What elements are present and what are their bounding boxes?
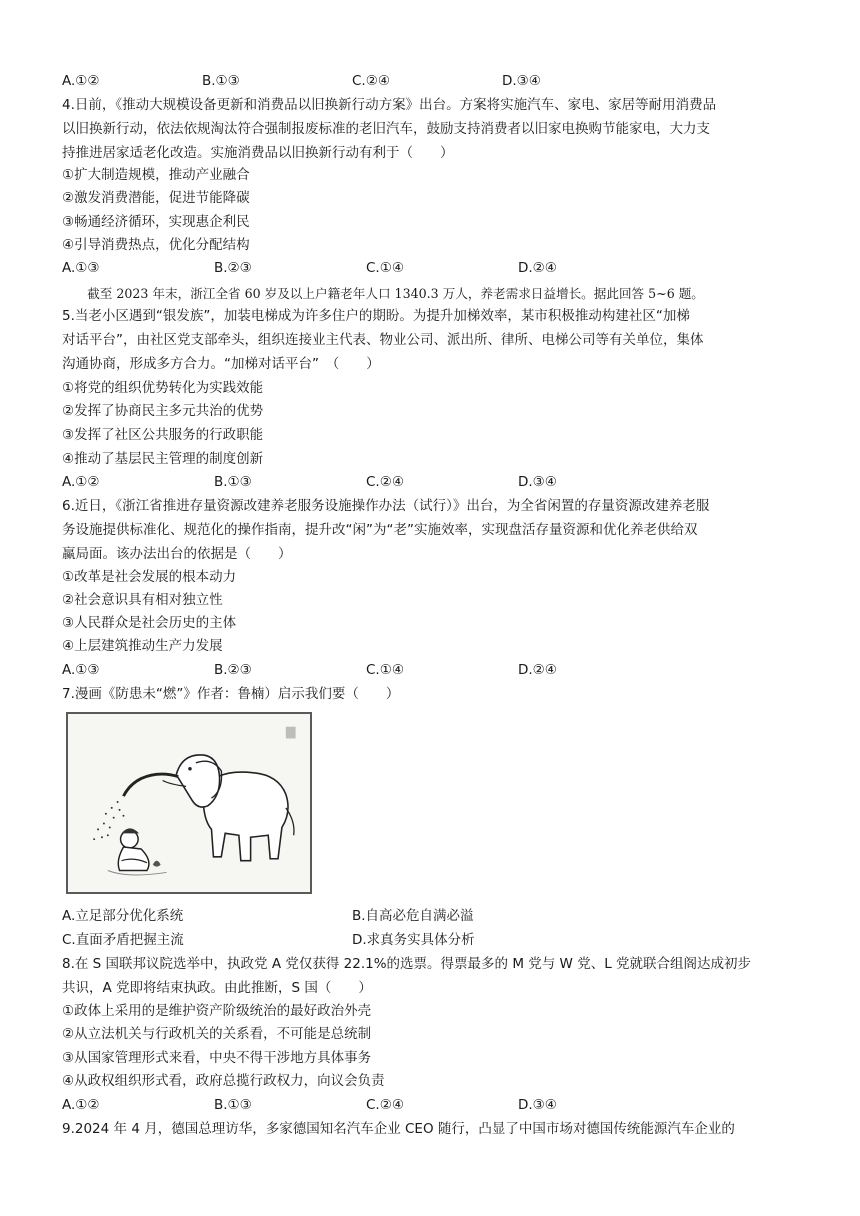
option-d: D.③④ [518,1097,557,1113]
q7-stem: 7.漫画《防患未“燃”》作者：鲁楠）启示我们要（ ） [62,686,400,702]
q5-item-3: ③发挥了社区公共服务的行政职能 [62,427,264,443]
q8-stem-line-1: 8.在 S 国联邦议院选举中，执政党 A 党仅获得 22.1%的选票。得票最多的 M 党与 W 党、L 党就联合组阁达成初步 [62,956,751,972]
option-c: C.①④ [366,260,404,276]
q5-item-4: ④推动了基层民主管理的制度创新 [62,451,264,467]
option-a: A.①③ [62,662,100,678]
q8-item-3: ③从国家管理形式来看，中央不得干涉地方具体事务 [62,1050,372,1066]
option-d: D.求真务实具体分析 [352,932,475,948]
q8-item-1: ①政体上采用的是维护资产阶级统治的最好政治外壳 [62,1003,372,1019]
q6-stem-line-1: 6.近日，《浙江省推进存量资源改建养老服务设施操作办法（试行）》出台，为全省闲置的存量资源改建养老服 [62,498,710,514]
option-d: D.②④ [518,260,557,276]
elephant-cartoon-illustration [68,714,310,892]
material-5-6: 截至 2023 年末，浙江全省 60 岁及以上户籍老年人口 1340.3 万人，养老需求日益增长。据此回答 5~6 题。 [62,286,704,301]
cartoon-image [66,712,312,894]
q6-item-2: ②社会意识具有相对独立性 [62,592,223,608]
q6-item-1: ①改革是社会发展的根本动力 [62,569,237,585]
option-c: C.②④ [352,73,390,89]
q5-item-2: ②发挥了协商民主多元共治的优势 [62,403,264,419]
q4-item-2: ②激发消费潜能，促进节能降碳 [62,190,250,206]
q5-stem-line-2: 对话平台”，由社区党支部牵头，组织连接业主代表、物业公司、派出所、律所、电梯公司等有关单位，集体 [62,332,704,348]
option-c: C.②④ [366,1097,404,1113]
q5-item-1: ①将党的组织优势转化为实践效能 [62,380,264,396]
q5-stem-line-3: 沟通协商，形成多方合力。“加梯对话平台” （ ） [62,356,380,372]
option-c: C.①④ [366,662,404,678]
option-b: B.①③ [214,474,252,490]
option-c: C.②④ [366,474,404,490]
q6-item-4: ④上层建筑推动生产力发展 [62,638,223,654]
option-b: B.①③ [202,73,240,89]
option-b: B.自高必危自满必溢 [352,908,474,924]
option-b: B.②③ [214,260,252,276]
option-d: D.③④ [518,474,557,490]
option-a: A.立足部分优化系统 [62,908,184,924]
q4-stem-line-3: 持推进居家适老化改造。实施消费品以旧换新行动有利于（ ） [62,145,454,161]
option-b: B.①③ [214,1097,252,1113]
q4-item-1: ①扩大制造规模，推动产业融合 [62,167,250,183]
option-b: B.②③ [214,662,252,678]
q8-item-2: ②从立法机关与行政机关的关系看，不可能是总统制 [62,1026,372,1042]
option-a: A.①② [62,474,100,490]
option-a: A.①② [62,73,100,89]
option-c: C.直面矛盾把握主流 [62,932,184,948]
q6-stem-line-2: 务设施提供标准化、规范化的操作指南，提升改“闲”为“老”实施效率，实现盘活存量资源和优化养老供给双 [62,522,698,538]
q4-item-4: ④引导消费热点，优化分配结构 [62,237,250,253]
q4-stem-line-1: 4.日前，《推动大规模设备更新和消费品以旧换新行动方案》出台。方案将实施汽车、家电、家居等耐用消费品 [62,97,717,113]
q9-stem: 9.2024 年 4 月，德国总理访华，多家德国知名汽车企业 CEO 随行，凸显了中国市场对德国传统能源汽车企业的 [62,1121,735,1137]
q4-stem-line-2: 以旧换新行动，依法依规淘汰符合强制报废标准的老旧汽车，鼓励支持消费者以旧家电换购节能家电，大力支 [62,121,710,137]
option-d: D.②④ [518,662,557,678]
q5-stem-line-1: 5.当老小区遇到“银发族”，加装电梯成为许多住户的期盼。为提升加梯效率，某市积极推动构建社区“加梯 [62,308,690,324]
option-a: A.①③ [62,260,100,276]
option-d: D.③④ [502,73,541,89]
q6-stem-line-3: 赢局面。该办法出台的依据是（ ） [62,546,292,562]
q8-stem-line-2: 共识，A 党即将结束执政。由此推断，S 国（ ） [62,980,372,996]
q6-item-3: ③人民群众是社会历史的主体 [62,615,237,631]
q4-item-3: ③畅通经济循环，实现惠企利民 [62,214,250,230]
q8-item-4: ④从政权组织形式看，政府总揽行政权力，向议会负责 [62,1073,385,1089]
option-a: A.①② [62,1097,100,1113]
